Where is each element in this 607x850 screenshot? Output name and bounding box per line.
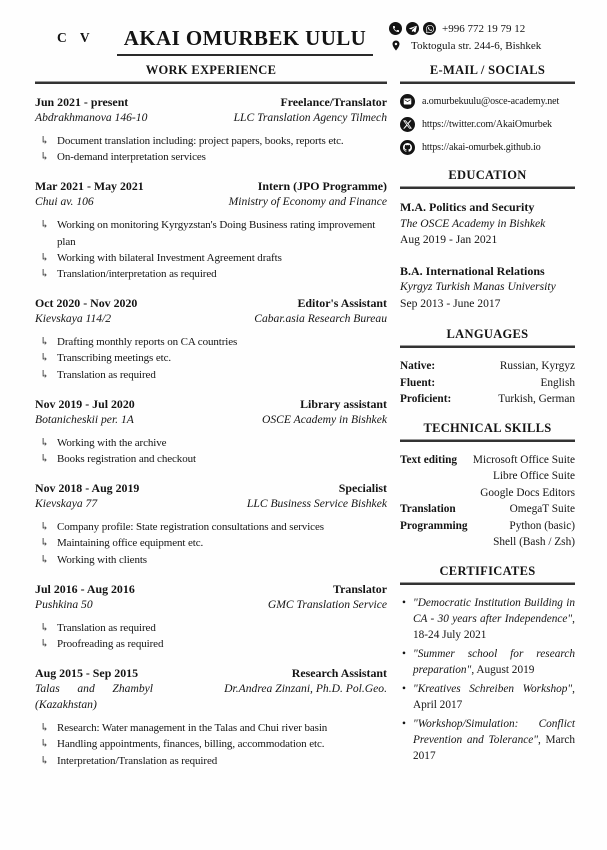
entry-date: Jun 2021 - present: [35, 95, 129, 109]
language-row: [400, 391, 575, 408]
work-bullet: ↳ Proofreading as required: [35, 636, 387, 652]
phone-number: +996 772 19 79 12: [442, 22, 526, 35]
skill-name: OmegaT Suite: [509, 503, 575, 515]
github-link[interactable]: https://akai-omurbek.github.io: [422, 142, 541, 153]
entry-company: LLC Business Service Bishkek: [246, 497, 387, 511]
section-rule: [400, 81, 575, 84]
certificate-date: , April 2017: [413, 682, 575, 711]
degree-title: M.A. Politics and Security: [400, 200, 535, 214]
certificate-title: "Workshop/Simulation: Conflict Prevention and Tolerance": [413, 717, 575, 746]
section-rule: [400, 439, 575, 442]
street-address: Toktogula str. 244-6, Bishkek: [411, 39, 542, 52]
certificate-item: [400, 646, 575, 678]
skill-category: Programming: [400, 519, 468, 532]
section-rule: [400, 582, 575, 585]
work-bullet: ↳ Working with bilateral Investment Agreement drafts: [35, 250, 387, 266]
skill-row: [400, 485, 575, 502]
school-name: Kyrgyz Turkish Manas University: [400, 280, 556, 293]
entry-position: Translator: [333, 581, 387, 596]
entry-address: Kievskaya 77: [35, 497, 98, 511]
work-bullet: ↳ On-demand interpretation services: [35, 149, 387, 165]
arrow-bullet-icon: ↳: [40, 268, 50, 281]
work-bullet: ↳ Working on monitoring Kyrgyzstan's Doing Business rating improvement plan: [35, 217, 387, 249]
skill-row: [400, 518, 575, 535]
certificate-date: , August 2019: [471, 663, 535, 676]
work-bullet: ↳ Translation/interpretation as required: [35, 266, 387, 282]
entry-position: Research Assistant: [291, 666, 387, 681]
work-bullet: ↳ Drafting monthly reports on CA countries: [35, 334, 387, 350]
section-rule: [35, 81, 387, 84]
entry-date: Aug 2015 - Sep 2015: [35, 666, 139, 681]
work-bullet: ↳ Company profile: State registration consultations and services: [35, 519, 387, 535]
section-education: [400, 167, 575, 312]
education-entry: [400, 199, 575, 249]
title-block: [101, 26, 389, 56]
entry-address: Abdrakhmanova 146-10: [35, 111, 148, 124]
dot-bullet-icon: •: [402, 647, 406, 660]
work-bullet: ↳ Document translation including: project papers, books, reports etc.: [35, 133, 387, 149]
entry-address: Pushkina 50: [35, 597, 93, 611]
skill-row: [400, 534, 575, 551]
section-title: E-MAIL / SOCIALS: [429, 63, 546, 77]
education-entry: [400, 263, 575, 313]
dot-bullet-icon: •: [402, 682, 406, 695]
github-icon: [400, 140, 415, 155]
certificate-item: [400, 595, 575, 643]
work-bullet: ↳ Translation as required: [35, 620, 387, 636]
school-name: The OSCE Academy in Bishkek: [400, 216, 546, 230]
language-names: Turkish, German: [498, 393, 575, 405]
entry-company: Cabar.asia Research Bureau: [254, 312, 387, 326]
skill-name: Shell (Bash / Zsh): [493, 536, 575, 548]
section-title: EDUCATION: [448, 168, 527, 182]
skill-row: [400, 501, 575, 518]
dot-bullet-icon: •: [402, 596, 406, 609]
entry-company: OSCE Academy in Bishkek: [261, 412, 387, 426]
entry-company: Dr.Andrea Zinzani, Ph.D. Pol.Geo.: [224, 682, 387, 696]
arrow-bullet-icon: ↳: [40, 722, 50, 735]
arrow-bullet-icon: ↳: [40, 738, 50, 751]
work-bullet: ↳ Transcribing meetings etc.: [35, 350, 387, 366]
work-entry: [35, 480, 387, 568]
arrow-bullet-icon: ↳: [40, 336, 50, 349]
certificate-item: [400, 716, 575, 764]
arrow-bullet-icon: ↳: [40, 453, 50, 466]
arrow-bullet-icon: ↳: [40, 621, 50, 634]
skill-row: [400, 468, 575, 485]
section-socials: [400, 62, 575, 155]
section-title: LANGUAGES: [446, 327, 529, 341]
work-entry: [35, 581, 387, 652]
entry-date: Nov 2019 - Jul 2020: [35, 396, 135, 411]
language-names: Russian, Kyrgyz: [499, 360, 575, 372]
language-names: English: [540, 376, 575, 389]
certificate-title: "Kreatives Schreiben Workshop": [413, 682, 573, 695]
section-title: CERTIFICATES: [439, 563, 536, 578]
certificate-title: "Democratic Institution Building in CA - 30 years after Independence": [413, 596, 575, 625]
degree-title: B.A. International Relations: [400, 263, 545, 278]
phone-row: [389, 22, 575, 35]
whatsapp-icon: [423, 22, 436, 35]
email-link[interactable]: a.omurbekuulu@osce-academy.net: [422, 96, 560, 107]
arrow-bullet-icon: ↳: [40, 151, 50, 164]
section-rule: [400, 186, 575, 189]
education-dates: Sep 2013 - June 2017: [400, 296, 501, 310]
entry-position: Freelance/Translator: [280, 95, 387, 109]
entry-company: Ministry of Economy and Finance: [228, 195, 387, 209]
entry-date: Nov 2018 - Aug 2019: [35, 481, 140, 496]
arrow-bullet-icon: ↳: [40, 251, 50, 264]
twitter-link[interactable]: https://twitter.com/AkaiOmurbek: [422, 119, 552, 130]
section-certificates: [400, 563, 575, 764]
work-entry: [35, 94, 387, 165]
skill-name: Microsoft Office Suite: [472, 453, 575, 466]
skill-name: Python (basic): [509, 519, 575, 532]
location-pin-icon: [390, 39, 402, 52]
work-entry: [35, 665, 387, 769]
section-title: WORK EXPERIENCE: [145, 63, 277, 77]
section-work-experience: [35, 62, 387, 769]
education-dates: Aug 2019 - Jan 2021: [400, 233, 498, 246]
section-languages: [400, 326, 575, 408]
arrow-bullet-icon: ↳: [40, 553, 50, 566]
work-bullet: ↳ Working with the archive: [35, 435, 387, 451]
email-icon: [400, 94, 415, 109]
work-bullet: ↳ Research: Water management in the Talas and Chui river basin: [35, 720, 387, 736]
section-rule: [400, 345, 575, 348]
arrow-bullet-icon: ↳: [40, 135, 50, 147]
dot-bullet-icon: •: [402, 717, 406, 730]
social-row-email: [400, 94, 575, 109]
arrow-bullet-icon: ↳: [40, 219, 50, 232]
address-row: [389, 39, 575, 52]
certificate-date: , 18-24 July 2021: [413, 612, 575, 641]
certificate-item: [400, 681, 575, 713]
skill-row: [400, 452, 575, 469]
skill-name: Libre Office Suite: [493, 470, 575, 482]
section-title: TECHNICAL SKILLS: [423, 420, 552, 435]
two-column-body: [35, 62, 575, 782]
work-bullet: ↳ Books registration and checkout: [35, 451, 387, 467]
language-level: Fluent:: [400, 376, 436, 389]
social-row-github: [400, 140, 575, 155]
work-entry: [35, 396, 387, 467]
entry-address: Kievskaya 114/2: [35, 312, 112, 326]
work-bullet: ↳ Handling appointments, finances, billing, accommodation etc.: [35, 736, 387, 752]
arrow-bullet-icon: ↳: [40, 537, 50, 550]
arrow-bullet-icon: ↳: [40, 436, 50, 449]
skill-name: Google Docs Editors: [480, 486, 575, 499]
entry-address: Chui av. 106: [35, 195, 94, 209]
page-title: AKAI OMURBEK UULU: [117, 26, 373, 56]
certificate-date: , March 2017: [413, 733, 576, 762]
social-row-twitter: [400, 117, 575, 132]
page-header: [35, 18, 575, 56]
entry-company: LLC Translation Agency Tilmech: [233, 111, 387, 124]
skill-category: Translation: [400, 503, 456, 515]
arrow-bullet-icon: ↳: [40, 638, 50, 651]
work-bullet: ↳ Translation as required: [35, 367, 387, 383]
phone-icon: [389, 22, 402, 35]
contact-block: [389, 22, 575, 56]
telegram-icon: [406, 22, 419, 35]
skill-category: Text editing: [400, 453, 458, 466]
language-row: [400, 358, 575, 375]
language-level: Native:: [400, 360, 436, 372]
entry-position: Library assistant: [300, 396, 387, 411]
certificate-title: "Summer school for research preparation": [413, 647, 575, 676]
arrow-bullet-icon: ↳: [40, 521, 50, 534]
language-row: [400, 375, 575, 392]
arrow-bullet-icon: ↳: [40, 368, 50, 381]
entry-date: Mar 2021 - May 2021: [35, 179, 144, 194]
x-twitter-icon: [400, 117, 415, 132]
entry-date: Jul 2016 - Aug 2016: [35, 581, 135, 596]
entry-date: Oct 2020 - Nov 2020: [35, 296, 138, 311]
entry-position: Specialist: [338, 481, 387, 496]
work-experience-column: [35, 62, 387, 782]
work-bullet: ↳ Interpretation/Translation as required: [35, 753, 387, 769]
cv-label: C V: [57, 30, 95, 45]
language-level: Proficient:: [400, 393, 452, 405]
arrow-bullet-icon: ↳: [40, 754, 50, 767]
arrow-bullet-icon: ↳: [40, 352, 50, 365]
work-bullet: ↳ Working with clients: [35, 552, 387, 568]
work-entry: [35, 178, 387, 282]
sidebar-column: [400, 62, 575, 782]
entry-position: Intern (JPO Programme): [257, 179, 387, 194]
entry-address: Botanicheskii per. 1A: [35, 412, 134, 426]
entry-position: Editor's Assistant: [297, 296, 387, 311]
entry-company: GMC Translation Service: [267, 597, 387, 611]
section-technical-skills: [400, 420, 575, 551]
work-entry: [35, 295, 387, 383]
entry-address: Talas and Zhambyl (Kazakhstan): [35, 682, 153, 712]
work-bullet: ↳ Maintaining office equipment etc.: [35, 535, 387, 551]
